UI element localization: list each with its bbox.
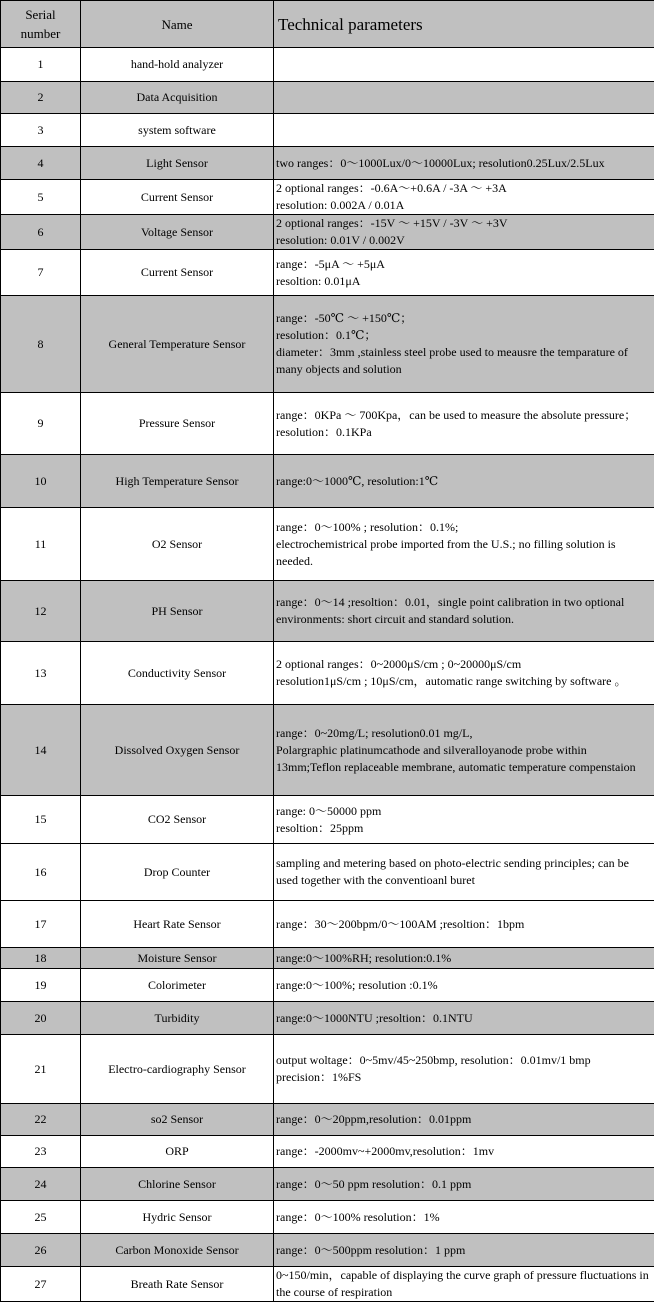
serial-number-cell: 6 — [1, 215, 81, 250]
serial-number-cell: 7 — [1, 250, 81, 296]
header-name: Name — [81, 1, 274, 48]
serial-number-cell: 12 — [1, 581, 81, 642]
parameter-line: precision：1%FS — [276, 1070, 362, 1084]
table-row — [1, 180, 654, 215]
table-row — [1, 82, 654, 114]
name-cell: Pressure Sensor — [81, 393, 274, 455]
name-cell: Turbidity — [81, 1002, 274, 1035]
serial-number-cell: 13 — [1, 642, 81, 705]
parameter-line: range:0～1000NTU ;resoltion：0.1NTU — [276, 1010, 473, 1025]
table-row — [1, 901, 654, 948]
name-cell: Hydric Sensor — [81, 1201, 274, 1234]
serial-number-cell: 14 — [1, 705, 81, 796]
name-cell: CO2 Sensor — [81, 796, 274, 844]
serial-number-cell: 22 — [1, 1104, 81, 1136]
serial-number-cell: 19 — [1, 969, 81, 1002]
technical-parameters-cell — [274, 705, 654, 796]
table-row — [1, 1267, 654, 1302]
name-cell: Current Sensor — [81, 250, 274, 296]
name-cell: hand-hold analyzer — [81, 48, 274, 82]
technical-parameters-cell — [274, 48, 654, 82]
technical-parameters-cell — [274, 250, 654, 296]
table-row — [1, 1168, 654, 1201]
parameter-line: resolution：0.1KPa — [276, 424, 372, 439]
name-cell: Heart Rate Sensor — [81, 901, 274, 948]
table-row — [1, 1104, 654, 1136]
table-row — [1, 48, 654, 82]
table-row — [1, 1234, 654, 1267]
parameter-line: two ranges：0～1000Lux/0～10000Lux; resolution0.25Lux/2.5Lux — [276, 155, 605, 170]
table-row — [1, 508, 654, 581]
parameter-line: resolution1μS/cm ; 10μS/cm，automatic range switching by software 。 — [276, 674, 627, 688]
serial-number-cell: 18 — [1, 948, 81, 969]
table-body — [1, 48, 654, 1302]
name-cell: Voltage Sensor — [81, 215, 274, 250]
serial-number-cell: 8 — [1, 296, 81, 393]
name-cell: PH Sensor — [81, 581, 274, 642]
table-row — [1, 1136, 654, 1168]
table-row — [1, 969, 654, 1002]
technical-parameters-cell — [274, 642, 654, 705]
parameter-line: range：0～20ppm,resolution：0.01ppm — [276, 1112, 472, 1126]
technical-parameters-cell — [274, 1201, 654, 1234]
table-row — [1, 147, 654, 180]
technical-parameters-cell — [274, 901, 654, 948]
parameter-line: range：-5μA ～ +5μA — [276, 256, 385, 271]
technical-parameters-cell — [274, 969, 654, 1002]
table-row — [1, 393, 654, 455]
serial-number-cell: 10 — [1, 455, 81, 508]
table-row — [1, 114, 654, 147]
parameter-line: range：0KPa ～ 700Kpa，can be used to measure the absolute pressure； — [276, 407, 637, 422]
technical-parameters-cell — [274, 1267, 654, 1302]
name-cell: Current Sensor — [81, 180, 274, 215]
table-row — [1, 844, 654, 901]
technical-parameters-cell — [274, 948, 654, 969]
parameter-line: diameter：3mm ,stainless steel probe used to meausre the temparature of many objects and solution — [276, 345, 628, 376]
serial-number-cell: 16 — [1, 844, 81, 901]
name-cell: Electro-cardiography Sensor — [81, 1035, 274, 1104]
parameter-line: 2 optional ranges：0~2000μS/cm ; 0~20000μS/cm — [276, 657, 522, 671]
table-row — [1, 796, 654, 844]
name-cell: High Temperature Sensor — [81, 455, 274, 508]
parameter-line: 2 optional ranges：-0.6A～+0.6A / -3A ～ +3A — [276, 181, 507, 195]
parameter-line: range：0～50 ppm resolution：0.1 ppm — [276, 1176, 472, 1191]
serial-number-cell: 1 — [1, 48, 81, 82]
parameter-line: resoltion: 0.01μA — [276, 273, 361, 288]
technical-parameters-cell — [274, 455, 654, 508]
table-row — [1, 1002, 654, 1035]
parameter-line: range：-2000mv~+2000mv,resolution：1mv — [276, 1144, 495, 1158]
serial-number-cell: 2 — [1, 82, 81, 114]
table-row — [1, 455, 654, 508]
header-technical-parameters: Technical parameters — [274, 1, 654, 48]
serial-number-cell: 15 — [1, 796, 81, 844]
parameter-line: range：0～100% ; resolution：0.1%; — [276, 519, 459, 534]
table-row — [1, 215, 654, 250]
table-row — [1, 642, 654, 705]
name-cell: Colorimeter — [81, 969, 274, 1002]
parameter-line: range：0～500ppm resolution：1 ppm — [276, 1242, 466, 1257]
serial-number-cell: 20 — [1, 1002, 81, 1035]
parameter-line: range：0~20mg/L; resolution0.01 mg/L, — [276, 725, 473, 740]
name-cell: Moisture Sensor — [81, 948, 274, 969]
serial-number-cell: 27 — [1, 1267, 81, 1302]
parameter-line: range：30～200bpm/0～100AM ;resoltion：1bpm — [276, 916, 525, 931]
table-row — [1, 1201, 654, 1234]
technical-parameters-cell — [274, 393, 654, 455]
technical-parameters-cell — [274, 180, 654, 215]
serial-number-cell: 23 — [1, 1136, 81, 1168]
table-row — [1, 1035, 654, 1104]
serial-number-cell: 25 — [1, 1201, 81, 1234]
header-row — [1, 1, 654, 48]
parameter-line: range：0～14 ;resoltion：0.01，single point calibration in two optional environments: short circuit and standard solution. — [276, 595, 625, 626]
name-cell: Breath Rate Sensor — [81, 1267, 274, 1302]
parameter-line: 0~150/min，capable of displaying the curve graph of pressure fluctuations in the course of respiration — [276, 1268, 649, 1299]
name-cell: Carbon Monoxide Sensor — [81, 1234, 274, 1267]
technical-parameters-cell — [274, 114, 654, 147]
table-row — [1, 250, 654, 296]
serial-number-cell: 17 — [1, 901, 81, 948]
technical-parameters-cell — [274, 296, 654, 393]
parameter-line: range: 0～50000 ppm — [276, 803, 382, 818]
technical-parameters-cell — [274, 508, 654, 581]
name-cell: Dissolved Oxygen Sensor — [81, 705, 274, 796]
parameter-line: electrochemistrical probe imported from the U.S.; no filling solution is needed. — [276, 536, 616, 568]
name-cell: Conductivity Sensor — [81, 642, 274, 705]
technical-parameters-cell — [274, 796, 654, 844]
name-cell: Drop Counter — [81, 844, 274, 901]
name-cell: General Temperature Sensor — [81, 296, 274, 393]
parameter-line: range:0～1000℃, resolution:1℃ — [276, 473, 439, 488]
name-cell: so2 Sensor — [81, 1104, 274, 1136]
table-row — [1, 948, 654, 969]
technical-parameters-cell — [274, 1136, 654, 1168]
serial-number-cell: 3 — [1, 114, 81, 147]
technical-parameters-cell — [274, 147, 654, 180]
name-cell: O2 Sensor — [81, 508, 274, 581]
header-serial-number: Serial number — [1, 1, 81, 48]
parameter-line: Polargraphic platinumcathode and silveralloyanode probe within 13mm;Teflon replaceable membrane, automatic temperature compenstaion — [276, 742, 636, 774]
parameter-line: sampling and metering based on photo-electric sending principles; can be used together with the conventioanl buret — [276, 856, 629, 887]
serial-number-cell: 26 — [1, 1234, 81, 1267]
technical-parameters-cell — [274, 1104, 654, 1136]
parameter-line: range：0～100% resolution：1% — [276, 1209, 440, 1224]
technical-parameters-cell — [274, 1002, 654, 1035]
parameter-line: range:0～100%; resolution :0.1% — [276, 977, 438, 992]
name-cell: Light Sensor — [81, 147, 274, 180]
table-row — [1, 705, 654, 796]
name-cell: Chlorine Sensor — [81, 1168, 274, 1201]
parameter-line: resolution: 0.002A / 0.01A — [276, 198, 405, 212]
parameter-line: range:0～100%RH; resolution:0.1% — [276, 950, 452, 965]
serial-number-cell: 5 — [1, 180, 81, 215]
technical-parameters-cell — [274, 581, 654, 642]
technical-parameters-cell — [274, 844, 654, 901]
serial-number-cell: 21 — [1, 1035, 81, 1104]
serial-number-cell: 4 — [1, 147, 81, 180]
parameter-line: output woltage：0~5mv/45~250bmp, resolution：0.01mv/1 bmp — [276, 1053, 591, 1067]
serial-number-cell: 11 — [1, 508, 81, 581]
technical-parameters-cell — [274, 215, 654, 250]
serial-number-cell: 9 — [1, 393, 81, 455]
technical-parameters-cell — [274, 82, 654, 114]
parameter-line: 2 optional ranges：-15V ～ +15V / -3V ～ +3V — [276, 216, 508, 230]
technical-parameters-cell — [274, 1168, 654, 1201]
name-cell: ORP — [81, 1136, 274, 1168]
table-row — [1, 581, 654, 642]
parameter-line: range：-50℃ ～ +150℃； — [276, 311, 413, 325]
parameter-line: resoltion：25ppm — [276, 820, 364, 835]
technical-parameters-cell — [274, 1234, 654, 1267]
serial-number-cell: 24 — [1, 1168, 81, 1201]
name-cell: system software — [81, 114, 274, 147]
technical-parameters-cell — [274, 1035, 654, 1104]
parameter-line: resolution：0.1℃； — [276, 328, 377, 342]
name-cell: Data Acquisition — [81, 82, 274, 114]
parameter-line: resolution: 0.01V / 0.002V — [276, 233, 405, 247]
table-row — [1, 296, 654, 393]
